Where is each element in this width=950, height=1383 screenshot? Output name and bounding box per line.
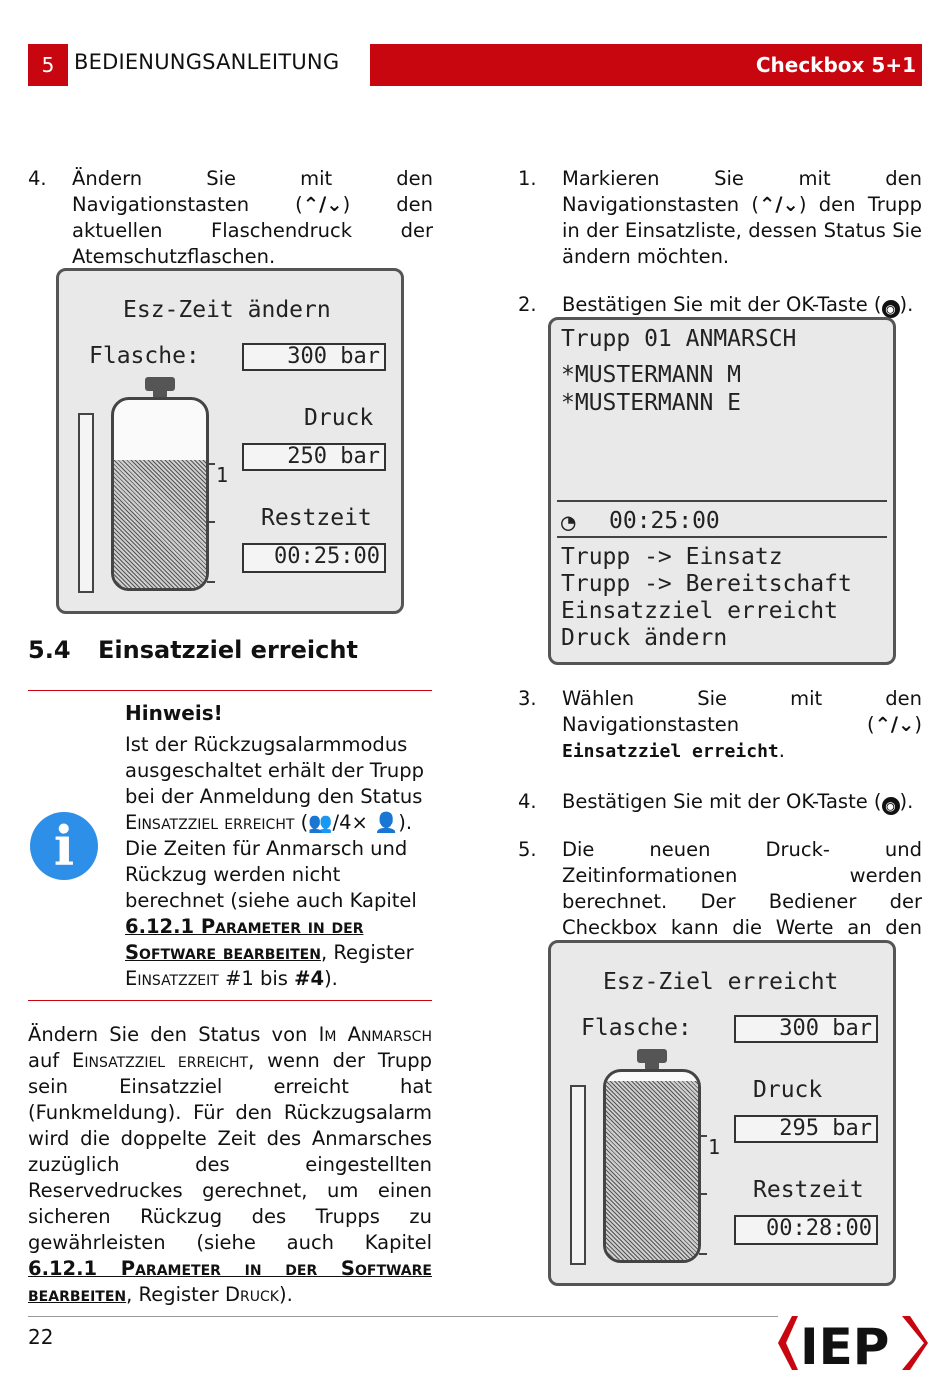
product-name: Checkbox 5+1	[755, 53, 916, 77]
info-icon: i	[30, 812, 98, 880]
lcd-menu-item[interactable]: Trupp -> Einsatz	[561, 544, 783, 570]
lcd-time: 00:25:00	[609, 508, 720, 534]
right-step-1: 1. Markieren Sie mit den Navigationstasten (⌃/⌄) den Trupp in der Einsatzliste, dessen Status Sie ändern möchten.	[518, 167, 922, 268]
lcd-menu-item[interactable]: Einsatzziel erreicht	[561, 598, 838, 624]
note-heading: Hinweis!	[125, 701, 223, 725]
note-text: Ist der Rückzugsalarmmodus ausgeschaltet erhält der Trupp bei der Anmeldung den Status Einsatzziel erreicht (👥/4× 👤). Die Zeiten für Anmarsch und Rückzug werden nicht berechnet (siehe auch Kapitel 6.12.1 Parameter in der Software bearbeiten, Register Einsatzzeit #1 bis #4).	[125, 733, 424, 990]
druck-value: 295 bar	[734, 1115, 878, 1143]
page-number: 22	[28, 1325, 54, 1349]
chapter-link-2[interactable]: 6.12.1 Parameter in der Software bearbeiten	[28, 1257, 432, 1306]
pressure-gauge	[78, 413, 94, 593]
clock-icon: ◔	[561, 508, 576, 536]
lcd-trupp-line: Trupp 01 ANMARSCH	[561, 326, 797, 352]
chapter-title: BEDIENUNGSANLEITUNG	[74, 50, 340, 74]
druck-label: Druck	[304, 405, 374, 431]
druck-label: Druck	[753, 1077, 823, 1103]
footer-rule	[28, 1316, 778, 1317]
right-step-5: 5. Die neuen Druck- und Zeitinformationen werden berechnet. Der Bediener der Checkbox kann die Werte an den	[518, 838, 922, 939]
lcd-member-2: *MUSTERMANN E	[561, 390, 742, 416]
nav-arrows-icon: ⌃/⌄	[874, 713, 915, 736]
left-step-4	[28, 166, 433, 270]
section-number: 5.4	[28, 636, 71, 664]
section-heading	[28, 636, 358, 664]
right-step-3: 3. Wählen Sie mit den Navigationstasten (⌃/⌄) Einsatzziel erreicht.	[518, 687, 922, 762]
flasche-label: Flasche:	[89, 343, 200, 369]
cylinder-icon	[603, 1069, 701, 1263]
menu-reference: Einsatzziel erreicht	[562, 741, 779, 762]
reserve-marker: 1	[708, 1135, 721, 1159]
flasche-value: 300 bar	[734, 1015, 878, 1043]
status-name: Einsatzziel erreicht	[125, 811, 295, 834]
lcd-screen-esz-zeit	[56, 268, 404, 614]
chapter-number: 5	[28, 44, 68, 86]
right-step-2: 2. Bestätigen Sie mit der OK-Taste ( ◉ ).	[518, 293, 914, 316]
right-step-4: 4. Bestätigen Sie mit der OK-Taste ( ◉ ).	[518, 790, 914, 813]
status-paragraph: Ändern Sie den Status von Im Anmarsch auf Einsatzziel erreicht, wenn der Trupp sein Einsatzziel erreicht hat (Funkmeldung). Für den Rückzugsalarm wird die doppelte Zeit des Anmarsches zuzüglich des eingestellten Reservedruckes gerechnet, um einen sicheren Rückzug des Trupps zu gewährleisten (siehe auch Kapitel 6.12.1 Parameter in der Software bearbeiten, Register Druck).	[28, 1023, 432, 1306]
reserve-marker: 1	[216, 463, 229, 487]
step-number: 4.	[28, 167, 47, 190]
lcd-title: Esz-Ziel erreicht	[603, 969, 839, 995]
restzeit-value: 00:28:00	[734, 1215, 878, 1245]
lcd-screen-esz-ziel	[548, 940, 896, 1286]
note-rule-bottom	[28, 1000, 432, 1001]
lcd-screen-trupp-menu	[548, 317, 896, 665]
iep-logo	[778, 1312, 928, 1374]
ok-key-icon: ◉	[882, 300, 900, 318]
flasche-label: Flasche:	[581, 1015, 692, 1041]
restzeit-value: 00:25:00	[242, 543, 386, 573]
cylinder-icon	[111, 397, 209, 591]
chapter-link[interactable]: 6.12.1 Parameter in der Software bearbeiten	[125, 915, 364, 964]
note-rule-top	[28, 690, 432, 691]
nav-arrows-icon: ⌃/⌄	[759, 193, 799, 216]
right-steps-top	[518, 166, 922, 318]
product-banner	[370, 44, 922, 86]
section-title: Einsatzziel erreicht	[98, 636, 358, 664]
cylinder-fill	[606, 1081, 698, 1260]
nav-arrows-icon: ⌃/⌄	[302, 193, 343, 216]
lcd-member-1: *MUSTERMANN M	[561, 362, 742, 388]
lcd-menu-item[interactable]: Druck ändern	[561, 625, 728, 651]
cylinder-fill	[114, 460, 206, 588]
note-box	[125, 700, 435, 992]
right-steps-middle	[518, 686, 922, 967]
druck-value: 250 bar	[242, 443, 386, 471]
step-text: Ändern Sie mit den Navigationstasten (⌃/⌄) den aktuellen Flaschendruck der Atemschutzflaschen.	[72, 167, 433, 268]
restzeit-label: Restzeit	[753, 1177, 864, 1203]
svg-text:IEP: IEP	[800, 1318, 890, 1374]
status-icons: (👥/4× 👤).	[300, 811, 413, 834]
lcd-menu-item[interactable]: Trupp -> Bereitschaft	[561, 571, 852, 597]
ok-key-icon: ◉	[882, 797, 900, 815]
lcd-title: Esz-Zeit ändern	[123, 297, 331, 323]
flasche-value: 300 bar	[242, 343, 386, 371]
restzeit-label: Restzeit	[261, 505, 372, 531]
pressure-gauge	[570, 1085, 586, 1265]
